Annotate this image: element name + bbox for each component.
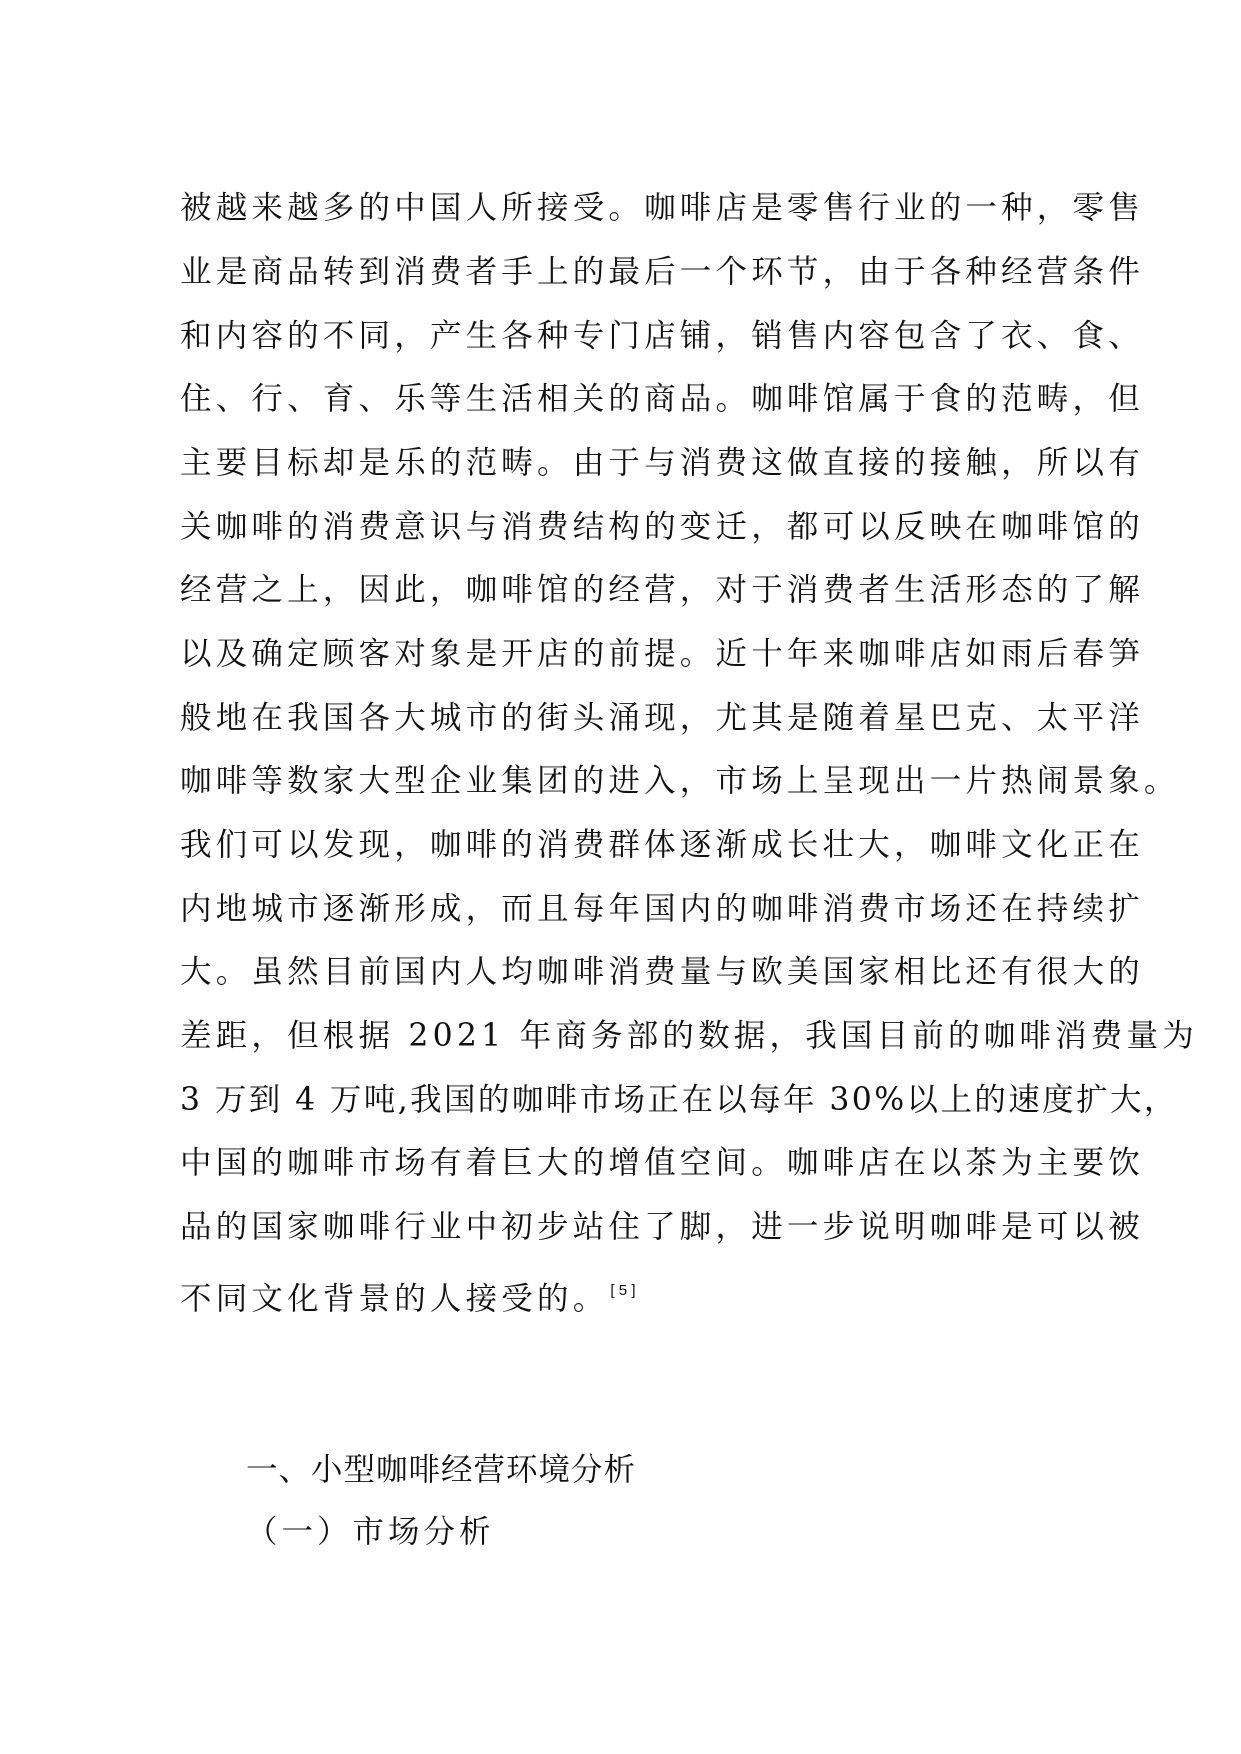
paragraph-line: 经营之上，因此，咖啡馆的经营，对于消费者生活形态的了解: [180, 572, 1144, 608]
paragraph-line-text: 不同文化背景的人接受的。: [180, 1281, 609, 1317]
paragraph-line: 住、行、育、乐等生活相关的商品。咖啡馆属于食的范畴，但: [180, 381, 1144, 417]
paragraph-line: 差距，但根据 2021 年商务部的数据，我国目前的咖啡消费量为: [180, 1018, 1198, 1054]
paragraph-last-line: [180, 1271, 1080, 1317]
paragraph-line: 以及确定顾客对象是开店的前提。近十年来咖啡店如雨后春笋: [180, 636, 1144, 672]
section-subheading: （一）市场分析: [246, 1514, 495, 1550]
paragraph-line: 主要目标却是乐的范畴。由于与消费这做直接的接触，所以有: [180, 445, 1144, 481]
paragraph-line: 被越来越多的中国人所接受。咖啡店是零售行业的一种，零售: [180, 190, 1144, 226]
paragraph-line: 和内容的不同，产生各种专门店铺，销售内容包含了衣、食、: [180, 318, 1144, 354]
paragraph-line: 我们可以发现，咖啡的消费群体逐渐成长壮大，咖啡文化正在: [180, 827, 1144, 863]
paragraph-line: 内地城市逐渐形成，而且每年国内的咖啡消费市场还在持续扩: [180, 891, 1144, 927]
paragraph-line: 品的国家咖啡行业中初步站住了脚，进一步说明咖啡是可以被: [180, 1209, 1144, 1245]
paragraph-line: 咖啡等数家大型企业集团的进入，市场上呈现出一片热闹景象。: [180, 763, 1180, 799]
section-heading: 一、小型咖啡经营环境分析: [246, 1452, 637, 1488]
paragraph-line: 大。虽然目前国内人均咖啡消费量与欧美国家相比还有很大的: [180, 954, 1144, 990]
paragraph-line: 3 万到 4 万吨,我国的咖啡市场正在以每年 30%以上的速度扩大，: [180, 1082, 1178, 1118]
paragraph-line: 般地在我国各大城市的街头涌现，尤其是随着星巴克、太平洋: [180, 700, 1144, 736]
paragraph-line: 业是商品转到消费者手上的最后一个环节，由于各种经营条件: [180, 254, 1144, 290]
paragraph-line: 关咖啡的消费意识与消费结构的变迁，都可以反映在咖啡馆的: [180, 509, 1144, 545]
paragraph-line: 中国的咖啡市场有着巨大的增值空间。咖啡店在以茶为主要饮: [180, 1145, 1144, 1181]
citation-marker: [5]: [610, 1282, 640, 1299]
